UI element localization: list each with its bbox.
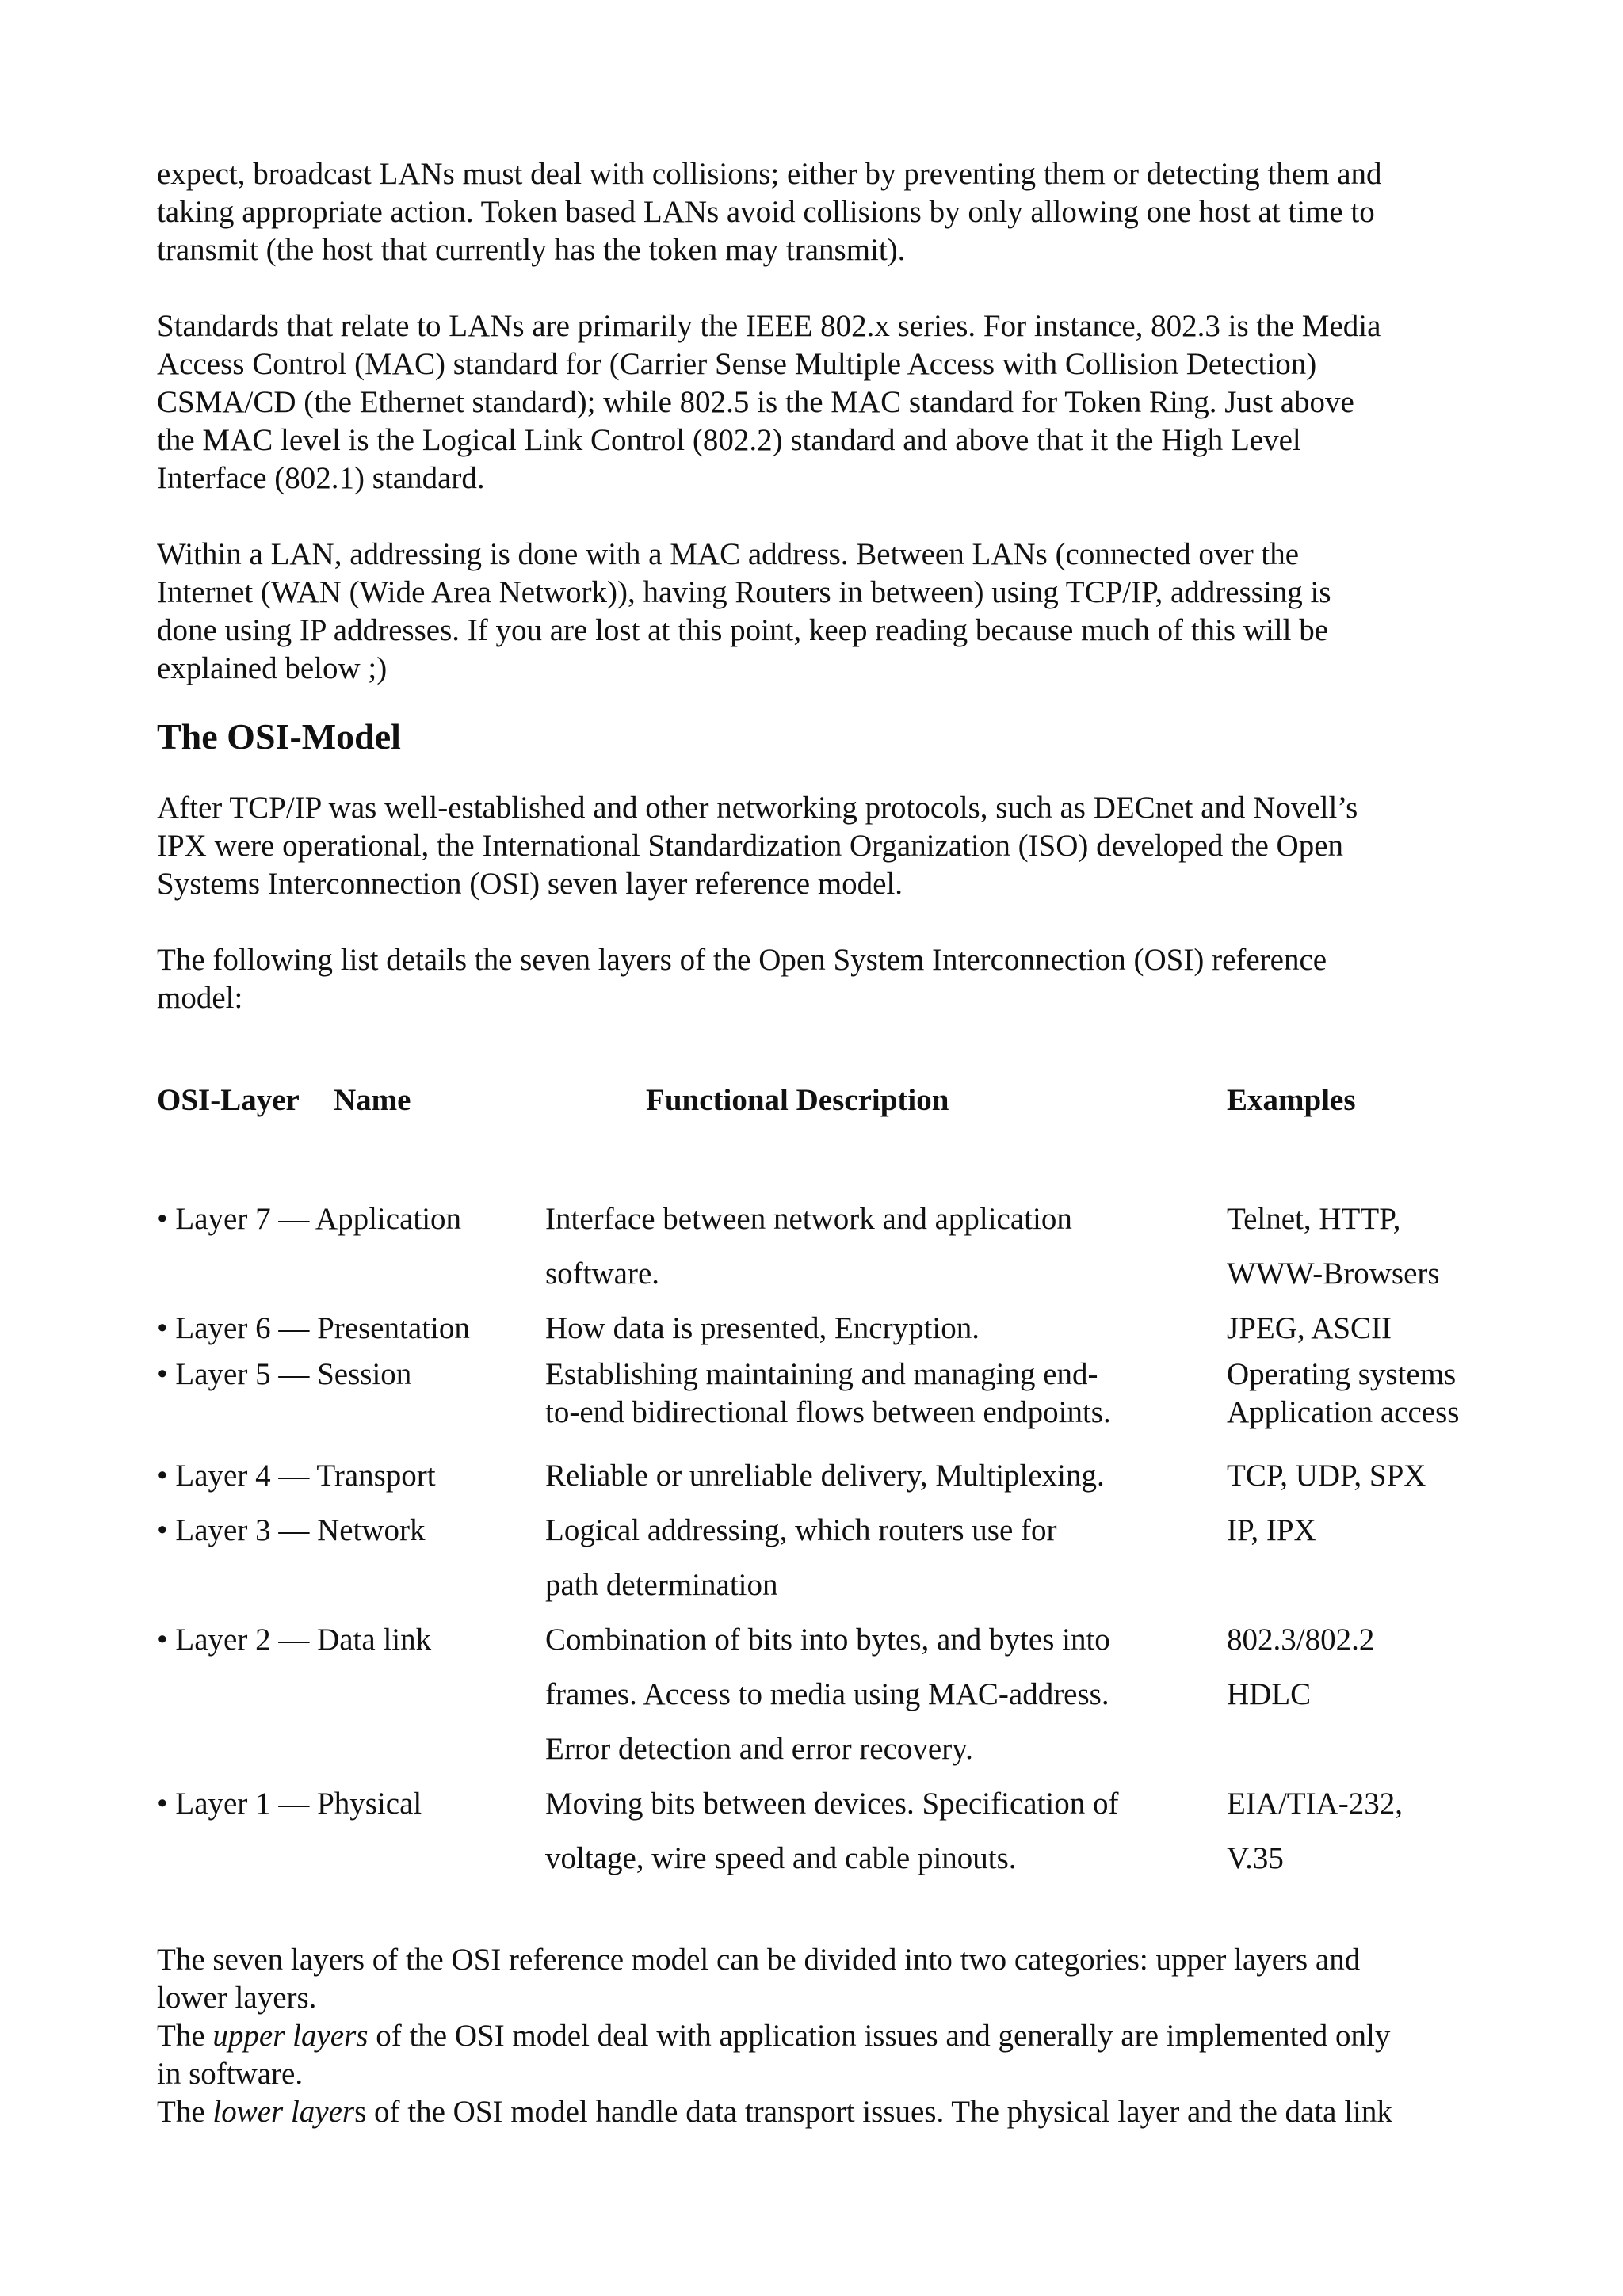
lower-layers-term: lower layer bbox=[212, 2095, 355, 2129]
paragraph-gap bbox=[157, 903, 1488, 941]
description-cell bbox=[545, 1301, 980, 1356]
table-row bbox=[157, 1192, 1488, 1301]
upper-prefix: The bbox=[157, 2019, 213, 2053]
table-row bbox=[157, 1503, 1488, 1612]
table-row bbox=[157, 1776, 1488, 1886]
examples-line: WWW-Browsers bbox=[1227, 1257, 1440, 1291]
examples-cell bbox=[1227, 1448, 1426, 1503]
description-line: software. bbox=[545, 1257, 660, 1291]
description-line: frames. Access to media using MAC-address. bbox=[545, 1677, 1109, 1711]
paragraph-line: The following list details the seven layers of the Open System Interconnection (OSI) reference bbox=[157, 943, 1327, 977]
section-title: The OSI-Model bbox=[157, 716, 401, 757]
paragraph-line: Standards that relate to LANs are primarily the IEEE 802.x series. For instance, 802.3 is the Media bbox=[157, 309, 1381, 343]
paragraph-line: transmit (the host that currently has the token may transmit). bbox=[157, 233, 906, 267]
osi-layer-table bbox=[157, 1082, 1488, 1886]
examples-cell bbox=[1227, 1356, 1459, 1432]
osi-intro-paragraph bbox=[157, 789, 1488, 903]
layer-cell: • Layer 7 — Application bbox=[157, 1202, 462, 1236]
layer-cell: • Layer 5 — Session bbox=[157, 1357, 412, 1391]
lower-layers-line bbox=[157, 2093, 1488, 2131]
description-cell bbox=[545, 1356, 1111, 1432]
paragraph-line: the MAC level is the Logical Link Control (802.2) standard and above that it the High Level bbox=[157, 423, 1301, 457]
upper-layers-line-2: in software. bbox=[157, 2057, 304, 2091]
paragraph-line: model: bbox=[157, 981, 243, 1015]
layer-cell: • Layer 4 — Transport bbox=[157, 1459, 436, 1493]
paragraph-gap bbox=[157, 498, 1488, 536]
paragraph-line: taking appropriate action. Token based LANs avoid collisions by only allowing one host at time to bbox=[157, 195, 1375, 229]
description-line: to-end bidirectional flows between endpoints. bbox=[545, 1395, 1111, 1429]
examples-line: TCP, UDP, SPX bbox=[1227, 1459, 1426, 1493]
examples-cell bbox=[1227, 1612, 1374, 1722]
description-cell bbox=[545, 1448, 1105, 1503]
examples-line: Telnet, HTTP, bbox=[1227, 1202, 1401, 1236]
paragraph-gap bbox=[157, 269, 1488, 307]
description-line: Error detection and error recovery. bbox=[545, 1732, 973, 1766]
intro-paragraph bbox=[157, 155, 1488, 269]
table-row bbox=[157, 1612, 1488, 1776]
examples-line: 802.3/802.2 bbox=[1227, 1623, 1375, 1657]
description-cell bbox=[545, 1612, 1110, 1776]
table-row bbox=[157, 1356, 1488, 1448]
table-row bbox=[157, 1301, 1488, 1356]
description-line: Establishing maintaining and managing end- bbox=[545, 1357, 1098, 1391]
examples-line: V.35 bbox=[1227, 1841, 1284, 1875]
document-page bbox=[157, 155, 1488, 2131]
paragraph-line: Interface (802.1) standard. bbox=[157, 461, 485, 495]
description-cell bbox=[545, 1776, 1118, 1886]
osi-intro-section bbox=[157, 789, 1488, 1017]
upper-layers-term: upper layers bbox=[212, 2019, 369, 2053]
examples-line: Operating systems bbox=[1227, 1357, 1457, 1391]
intro-paragraph bbox=[157, 536, 1488, 688]
examples-cell bbox=[1227, 1776, 1403, 1886]
layer-cell: • Layer 6 — Presentation bbox=[157, 1311, 470, 1345]
paragraph-line: CSMA/CD (the Ethernet standard); while 802.5 is the MAC standard for Token Ring. Just above bbox=[157, 385, 1354, 419]
layer-cell: • Layer 2 — Data link bbox=[157, 1623, 432, 1657]
examples-line: IP, IPX bbox=[1227, 1513, 1316, 1547]
table-row bbox=[157, 1448, 1488, 1503]
description-cell bbox=[545, 1192, 1072, 1301]
examples-line: JPEG, ASCII bbox=[1227, 1311, 1392, 1345]
description-line: Moving bits between devices. Specification of bbox=[545, 1787, 1119, 1821]
paragraph-line: done using IP addresses. If you are lost at this point, keep reading because much of this will be bbox=[157, 613, 1329, 647]
paragraph-line: Within a LAN, addressing is done with a MAC address. Between LANs (connected over the bbox=[157, 537, 1300, 571]
header-osi-layer: OSI-Layer bbox=[157, 1083, 300, 1117]
description-line: Combination of bits into bytes, and bytes into bbox=[545, 1623, 1110, 1657]
table-body bbox=[157, 1192, 1488, 1886]
paragraph-line: expect, broadcast LANs must deal with collisions; either by preventing them or detecting them and bbox=[157, 157, 1382, 191]
intro-section bbox=[157, 155, 1488, 688]
examples-cell bbox=[1227, 1301, 1392, 1356]
paragraph-line: explained below ;) bbox=[157, 651, 388, 685]
paragraph-line: Internet (WAN (Wide Area Network)), having Routers in between) using TCP/IP, addressing is bbox=[157, 575, 1331, 609]
description-line: Logical addressing, which routers use for bbox=[545, 1513, 1057, 1547]
examples-cell bbox=[1227, 1503, 1316, 1558]
paragraph-line: After TCP/IP was well-established and other networking protocols, such as DECnet and Novell’s bbox=[157, 791, 1358, 825]
lower-prefix: The bbox=[157, 2095, 213, 2129]
closing-section bbox=[157, 1941, 1488, 2131]
layer-cell: • Layer 3 — Network bbox=[157, 1513, 426, 1547]
paragraph-line: Systems Interconnection (OSI) seven layer reference model. bbox=[157, 867, 903, 901]
header-name: Name bbox=[334, 1083, 411, 1117]
header-functional-description: Functional Description bbox=[646, 1083, 949, 1117]
examples-line: HDLC bbox=[1227, 1677, 1312, 1711]
header-examples: Examples bbox=[1227, 1083, 1356, 1117]
closing-line-1: The seven layers of the OSI reference model can be divided into two categories: upper layers and bbox=[157, 1943, 1361, 1977]
examples-cell bbox=[1227, 1192, 1440, 1301]
table-header bbox=[157, 1082, 1488, 1130]
closing-line-2: lower layers. bbox=[157, 1981, 317, 2015]
intro-paragraph bbox=[157, 307, 1488, 498]
lower-suffix: s of the OSI model handle data transport issues. The physical layer and the data link bbox=[354, 2095, 1392, 2129]
examples-line: EIA/TIA-232, bbox=[1227, 1787, 1403, 1821]
description-line: Reliable or unreliable delivery, Multiplexing. bbox=[545, 1459, 1105, 1493]
paragraph-line: IPX were operational, the International Standardization Organization (ISO) developed the Open bbox=[157, 829, 1344, 863]
description-cell bbox=[545, 1503, 1056, 1612]
description-line: Interface between network and application bbox=[545, 1202, 1072, 1236]
layer-cell: • Layer 1 — Physical bbox=[157, 1787, 422, 1821]
description-line: path determination bbox=[545, 1568, 778, 1602]
description-line: How data is presented, Encryption. bbox=[545, 1311, 980, 1345]
paragraph-line: Access Control (MAC) standard for (Carrier Sense Multiple Access with Collision Detection) bbox=[157, 347, 1317, 381]
description-line: voltage, wire speed and cable pinouts. bbox=[545, 1841, 1017, 1875]
upper-suffix: of the OSI model deal with application issues and generally are implemented only bbox=[368, 2019, 1391, 2053]
examples-line: Application access bbox=[1227, 1395, 1460, 1429]
upper-layers-line bbox=[157, 2017, 1488, 2055]
osi-intro-paragraph bbox=[157, 941, 1488, 1017]
